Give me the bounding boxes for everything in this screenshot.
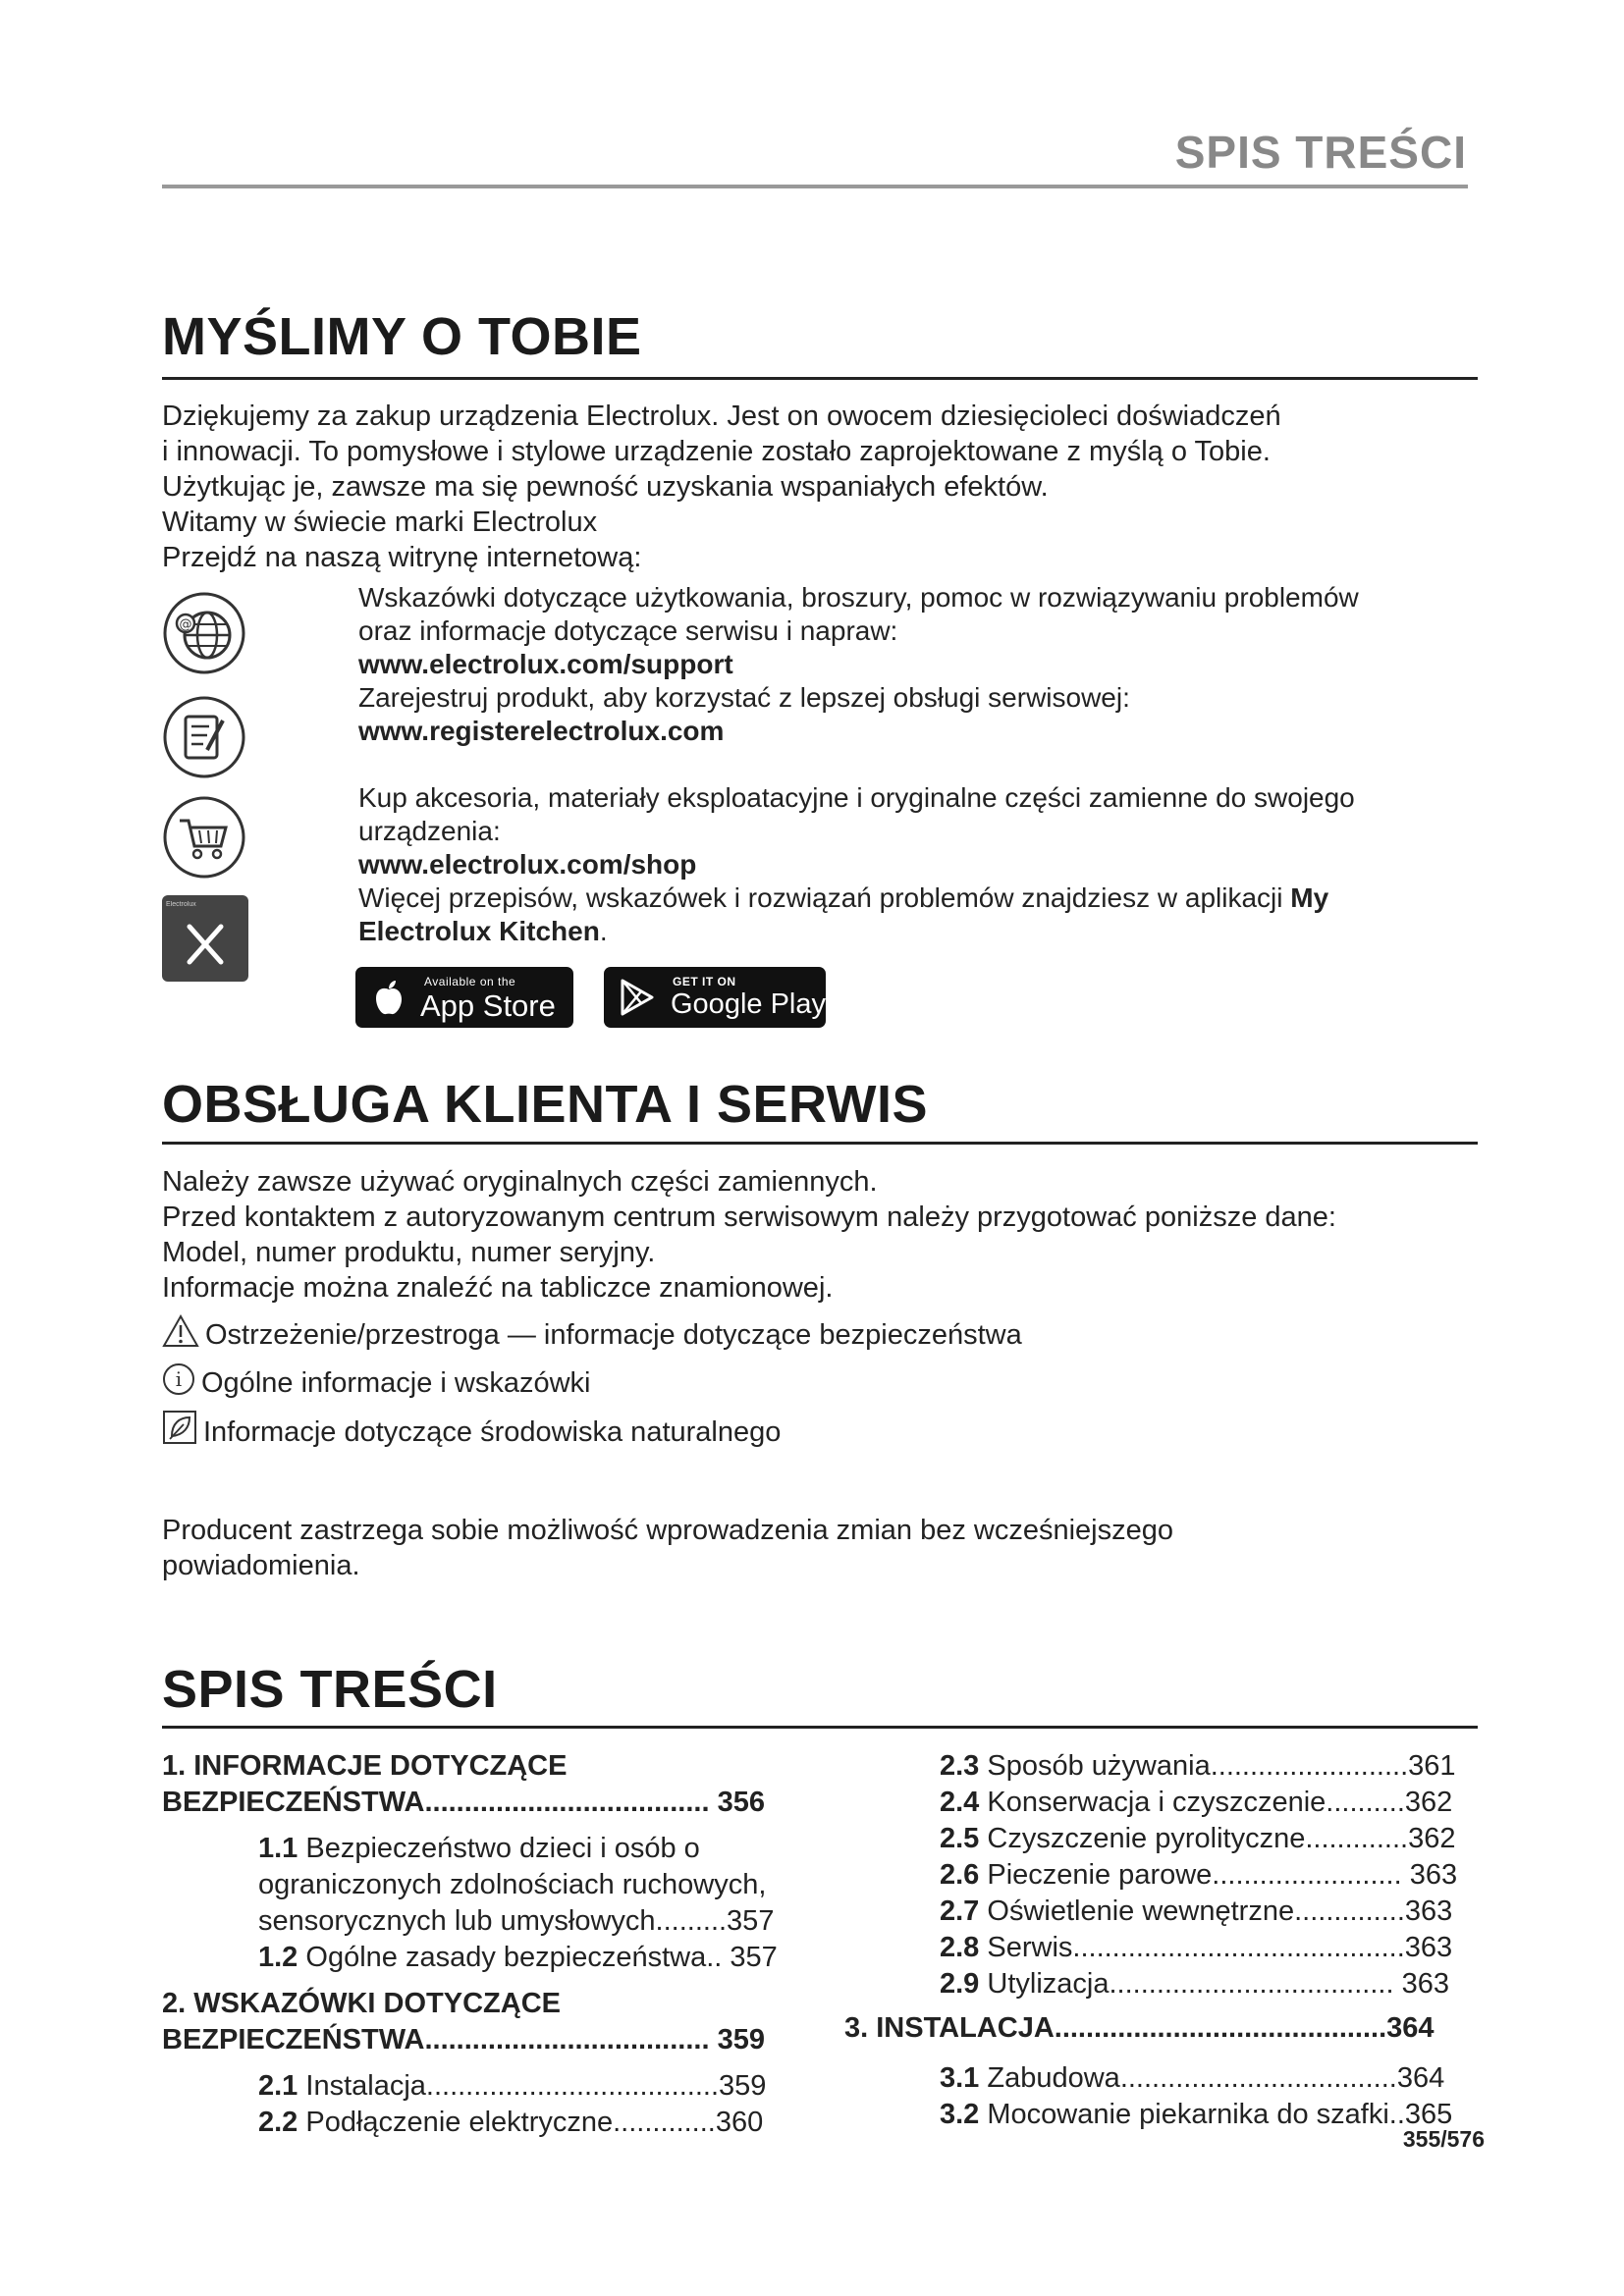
toc-item-text: Utylizacja.................................... 363 bbox=[979, 1968, 1449, 2000]
toc-item-2-2[interactable] bbox=[258, 2105, 849, 2141]
toc-item-text: Mocowanie piekarnika do szafki..365 bbox=[979, 2099, 1453, 2130]
toc-title: SPIS TREŚCI bbox=[162, 1660, 498, 1719]
section-divider bbox=[162, 377, 1478, 380]
app-icon-label: Electrolux bbox=[166, 901, 196, 908]
toc-item-2-8[interactable] bbox=[940, 1930, 1483, 1966]
toc-item-number: 1.1 bbox=[258, 1833, 298, 1864]
toc-item-text: Instalacja.....................................359 bbox=[298, 2070, 767, 2102]
toc-section-1[interactable] bbox=[162, 1748, 849, 1821]
toc-item-text: sensorycznych lub umysłowych.........357 bbox=[258, 1905, 775, 1937]
note-text: Ogólne informacje i wskazówki bbox=[201, 1367, 591, 1399]
note-warning bbox=[162, 1314, 1022, 1353]
toc-section-line: 2. WSKAZÓWKI DOTYCZĄCE bbox=[162, 1988, 561, 2019]
service-paragraph bbox=[162, 1164, 1336, 1306]
toc-section-line: BEZPIECZEŃSTWA.................................... 359 bbox=[162, 2024, 765, 2056]
intro-line: Przejdź na naszą witrynę internetową: bbox=[162, 542, 642, 573]
toc-item-number: 2.5 bbox=[940, 1823, 980, 1854]
disclaimer-line: powiadomienia. bbox=[162, 1550, 360, 1581]
support-text: oraz informacje dotyczące serwisu i napraw: bbox=[358, 615, 898, 646]
toc-item-number: 2.4 bbox=[940, 1787, 980, 1818]
app-text bbox=[358, 881, 1359, 915]
shop-link[interactable]: www.electrolux.com/shop bbox=[358, 849, 697, 880]
section-divider bbox=[162, 1726, 1478, 1729]
note-text: Informacje dotyczące środowiska naturalnego bbox=[203, 1416, 782, 1448]
intro-line: Użytkując je, zawsze ma się pewność uzyskania wspaniałych efektów. bbox=[162, 471, 1049, 503]
svg-text:@: @ bbox=[179, 617, 192, 632]
googleplay-large-text: Google Play bbox=[671, 988, 826, 1020]
intro-line: Dziękujemy za zakup urządzenia Electrolux. Jest on owocem dziesięcioleci doświadczeń bbox=[162, 400, 1281, 432]
toc-item-number: 2.9 bbox=[940, 1968, 980, 2000]
register-form-icon bbox=[162, 695, 246, 779]
toc-item-number: 3.2 bbox=[940, 2099, 980, 2130]
toc-item-text: Pieczenie parowe........................ 363 bbox=[979, 1859, 1458, 1891]
app-text bbox=[358, 915, 1359, 948]
header-divider bbox=[162, 185, 1468, 188]
apple-icon bbox=[373, 979, 405, 1016]
note-environment bbox=[162, 1410, 781, 1450]
toc-item-text: Oświetlenie wewnętrzne..............363 bbox=[979, 1896, 1453, 1927]
section-title-myslimy: MYŚLIMY O TOBIE bbox=[162, 307, 642, 366]
icon-column bbox=[162, 0, 260, 1080]
support-link[interactable]: www.electrolux.com/support bbox=[358, 649, 733, 679]
toc-right-column bbox=[844, 1748, 1483, 2133]
toc-item-2-1[interactable] bbox=[258, 2068, 849, 2105]
shopping-cart-icon bbox=[162, 795, 246, 880]
toc-item-number: 2.8 bbox=[940, 1932, 980, 1963]
appstore-large-text: App Store bbox=[420, 988, 556, 1023]
warning-icon bbox=[162, 1314, 199, 1348]
page-header-title: SPIS TREŚCI bbox=[1174, 127, 1467, 178]
toc-section-line: 1. INFORMACJE DOTYCZĄCE bbox=[162, 1750, 568, 1782]
googleplay-small-text: GET IT ON bbox=[673, 975, 736, 988]
toc-item-text: Podłączenie elektryczne.............360 bbox=[298, 2107, 764, 2138]
google-play-icon bbox=[620, 979, 655, 1016]
toc-item-2-3[interactable] bbox=[940, 1748, 1483, 1785]
app-store-badge[interactable] bbox=[355, 967, 573, 1028]
toc-item-number: 3.1 bbox=[940, 2062, 980, 2094]
shop-text: urządzenia: bbox=[358, 816, 501, 846]
toc-item-text: Ogólne zasady bezpieczeństwa.. 357 bbox=[298, 1942, 778, 1973]
toc-item-number: 2.3 bbox=[940, 1750, 980, 1782]
toc-item-text: Bezpieczeństwo dzieci i osób o bbox=[298, 1833, 700, 1864]
toc-items-2-3-to-2-9 bbox=[940, 1748, 1483, 2002]
toc-item-3-1[interactable] bbox=[940, 2060, 1483, 2097]
toc-item-1-1[interactable] bbox=[258, 1831, 849, 1940]
info-icon bbox=[162, 1362, 195, 1396]
register-link[interactable]: www.registerelectrolux.com bbox=[358, 716, 725, 746]
electrolux-kitchen-app-icon bbox=[162, 895, 248, 982]
service-line: Przed kontaktem z autoryzowanym centrum serwisowym należy przygotować poniższe dane: bbox=[162, 1201, 1336, 1233]
app-name-bold: My bbox=[1290, 882, 1329, 913]
section-title-obsluga: OBSŁUGA KLIENTA I SERWIS bbox=[162, 1075, 929, 1134]
toc-item-text: Czyszczenie pyrolityczne.............362 bbox=[979, 1823, 1456, 1854]
intro-paragraph bbox=[162, 399, 1281, 575]
toc-item-2-4[interactable] bbox=[940, 1785, 1483, 1821]
appstore-small-text: Available on the bbox=[424, 975, 516, 988]
toc-left-column bbox=[162, 1748, 849, 2141]
service-line: Informacje można znaleźć na tabliczce znamionowej. bbox=[162, 1272, 834, 1304]
service-line: Model, numer produktu, numer seryjny. bbox=[162, 1237, 656, 1268]
app-text-plain: Więcej przepisów, wskazówek i rozwiązań problemów znajdziesz w aplikacji bbox=[358, 882, 1283, 913]
register-text: Zarejestruj produkt, aby korzystać z lepszej obsługi serwisowej: bbox=[358, 682, 1130, 713]
svg-text:i: i bbox=[175, 1367, 183, 1391]
app-text-end: . bbox=[599, 916, 608, 946]
toc-section-2[interactable] bbox=[162, 1986, 849, 2058]
toc-item-2-9[interactable] bbox=[940, 1966, 1483, 2002]
app-name-bold: Electrolux Kitchen bbox=[358, 916, 600, 946]
intro-line: Witamy w świecie marki Electrolux bbox=[162, 507, 598, 538]
toc-item-text: Zabudowa...................................364 bbox=[979, 2062, 1445, 2094]
shop-text: Kup akcesoria, materiały eksploatacyjne i oryginalne części zamienne do swojego bbox=[358, 782, 1355, 813]
toc-item-3-2[interactable] bbox=[940, 2097, 1483, 2133]
note-text: Ostrzeżenie/przestroga — informacje dotyczące bezpieczeństwa bbox=[205, 1319, 1022, 1351]
section-divider bbox=[162, 1142, 1478, 1145]
intro-line: i innowacji. To pomysłowe i stylowe urządzenie zostało zaprojektowane z myślą o Tobie. bbox=[162, 436, 1271, 467]
toc-items-3 bbox=[940, 2060, 1483, 2133]
toc-item-number: 2.6 bbox=[940, 1859, 980, 1891]
disclaimer bbox=[162, 1513, 1173, 1583]
toc-item-text: Konserwacja i czyszczenie..........362 bbox=[979, 1787, 1453, 1818]
toc-item-number: 2.1 bbox=[258, 2070, 298, 2102]
toc-item-text: Serwis..........................................363 bbox=[979, 1932, 1453, 1963]
cutlery-icon bbox=[182, 921, 229, 968]
globe-icon bbox=[162, 591, 246, 675]
disclaimer-line: Producent zastrzega sobie możliwość wprowadzenia zmian bez wcześniejszego bbox=[162, 1515, 1173, 1546]
page-number: 355/576 bbox=[1402, 2126, 1485, 2152]
toc-item-number: 1.2 bbox=[258, 1942, 298, 1973]
toc-item-text: ograniczonych zdolnościach ruchowych, bbox=[258, 1869, 767, 1900]
toc-section-line: BEZPIECZEŃSTWA.................................... 356 bbox=[162, 1787, 765, 1818]
toc-item-2-5[interactable] bbox=[940, 1821, 1483, 1857]
toc-section-3[interactable]: 3. INSTALACJA..........................................364 bbox=[844, 2012, 1435, 2044]
support-text: Wskazówki dotyczące użytkowania, broszury, pomoc w rozwiązywaniu problemów bbox=[358, 582, 1359, 613]
google-play-badge[interactable] bbox=[604, 967, 826, 1028]
leaf-icon bbox=[162, 1410, 197, 1445]
service-line: Należy zawsze używać oryginalnych części zamiennych. bbox=[162, 1166, 878, 1198]
toc-item-text: Sposób używania.........................361 bbox=[979, 1750, 1456, 1782]
toc-item-number: 2.2 bbox=[258, 2107, 298, 2138]
toc-item-2-7[interactable] bbox=[940, 1894, 1483, 1930]
note-info bbox=[162, 1362, 590, 1401]
toc-item-2-6[interactable] bbox=[940, 1857, 1483, 1894]
toc-item-1-2[interactable] bbox=[258, 1940, 849, 1976]
online-resources bbox=[358, 581, 1359, 948]
toc-item-number: 2.7 bbox=[940, 1896, 980, 1927]
